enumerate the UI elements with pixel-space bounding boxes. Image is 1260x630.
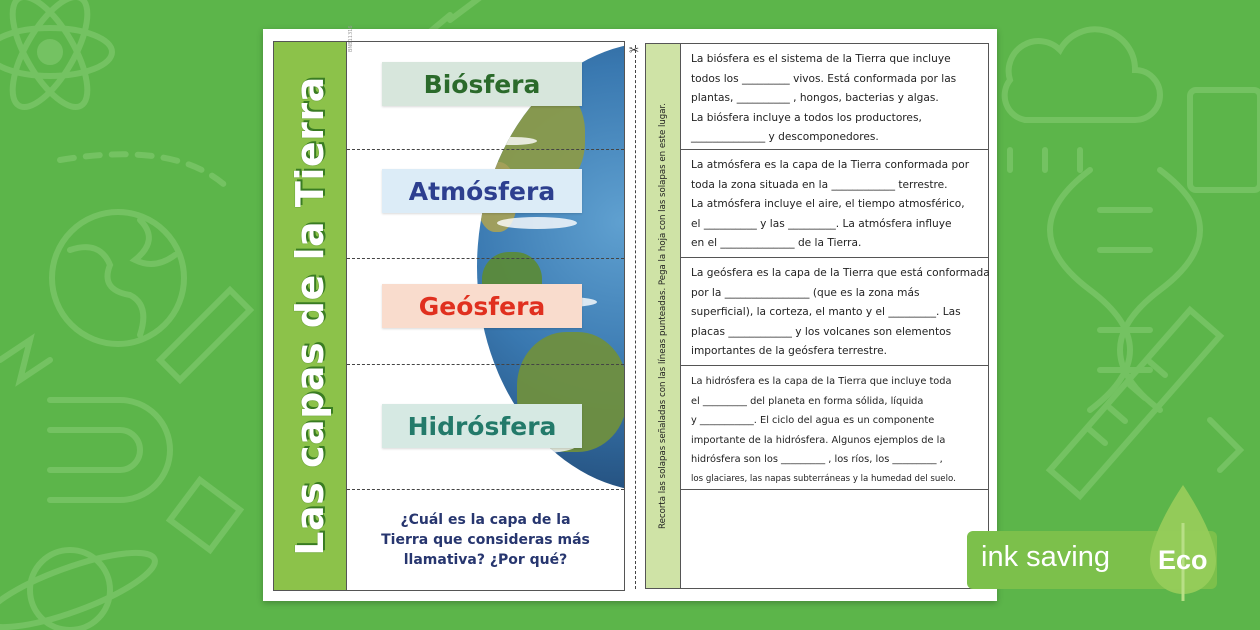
text-line: La atmósfera incluye el aire, el tiempo atmosférico, [691, 198, 965, 211]
layer-label-hidrosfera[interactable]: Hidrósfera [382, 404, 582, 448]
text-line: La atmósfera es la capa de la Tierra conformada por [691, 159, 970, 171]
text-line: todos los _________ vivos. Está conformada por las [691, 72, 957, 85]
ink-saving-label: ink saving [981, 541, 1110, 573]
text-line: placas ____________ y los volcanes son elementos [691, 325, 952, 338]
flap-divider [347, 258, 624, 259]
right-panel [645, 43, 989, 589]
instructions-bar [646, 44, 681, 588]
text-block-hidrosfera [681, 366, 988, 490]
text-line: toda la zona situada en la ____________ terrestre. [691, 178, 948, 191]
flap-divider [347, 149, 624, 150]
text-line: hidrósfera son los _________ , los ríos, los _________ , [691, 454, 943, 466]
scissors-icon: ✂ [629, 43, 640, 57]
text-line: La hidrósfera es la capa de la Tierra que incluye toda [691, 376, 952, 387]
flap-divider [347, 489, 624, 490]
text-line: La biósfera es el sistema de la Tierra que incluye [691, 53, 951, 65]
question-line: llamativa? ¿Por qué? [403, 552, 568, 568]
text-line: La biósfera incluye a todos los productores, [691, 111, 922, 124]
text-line: ______________ y descomponedores. [691, 131, 879, 144]
resource-code: BNB11316 [348, 25, 354, 52]
left-panel [273, 25, 625, 591]
flaps-area [347, 42, 624, 590]
cut-line [635, 45, 636, 589]
question-line: ¿Cuál es la capa de la [400, 512, 571, 528]
text-line: el _________ del planeta en forma sólida, líquida [691, 395, 924, 407]
text-line: importante de la hidrósfera. Algunos ejemplos de la [691, 434, 946, 446]
text-line: importantes de la geósfera terrestre. [691, 345, 888, 358]
instructions-text: Recorta las solapas señaladas con las líneas punteadas. Pega la hoja con las solapas en este lugar. [658, 102, 668, 530]
layer-label-atmosfera[interactable]: Atmósfera [382, 169, 582, 213]
layer-label-biosfera[interactable]: Biósfera [382, 62, 582, 106]
question-text [347, 510, 624, 570]
text-block-geosfera [681, 258, 988, 366]
question-line: Tierra que consideras más [381, 532, 590, 548]
text-block-biosfera [681, 44, 988, 150]
text-column [681, 44, 988, 588]
worksheet [263, 25, 997, 601]
eco-drop-icon [1146, 483, 1220, 603]
title-bar [274, 42, 347, 590]
text-line: los glaciares, las napas subterráneas y la humedad del suelo. [691, 473, 956, 484]
text-line: plantas, __________ , hongos, bacterias y algas. [691, 92, 939, 105]
text-line: superficial), la corteza, el manto y el _________. Las [691, 306, 961, 319]
text-line: el __________ y las _________. La atmósfera influye [691, 217, 952, 230]
text-block-atmosfera [681, 150, 988, 258]
text-line: en el ______________ de la Tierra. [691, 237, 862, 250]
text-line: y ___________. El ciclo del agua es un componente [691, 415, 935, 427]
text-line: La geósfera es la capa de la Tierra que está conformada [691, 267, 990, 279]
worksheet-title: Las capas de la Tierra [288, 76, 332, 556]
layer-label-geosfera[interactable]: Geósfera [382, 284, 582, 328]
eco-label: Eco [1158, 545, 1208, 575]
flap-divider [347, 364, 624, 365]
text-line: por la ________________ (que es la zona más [691, 286, 920, 299]
